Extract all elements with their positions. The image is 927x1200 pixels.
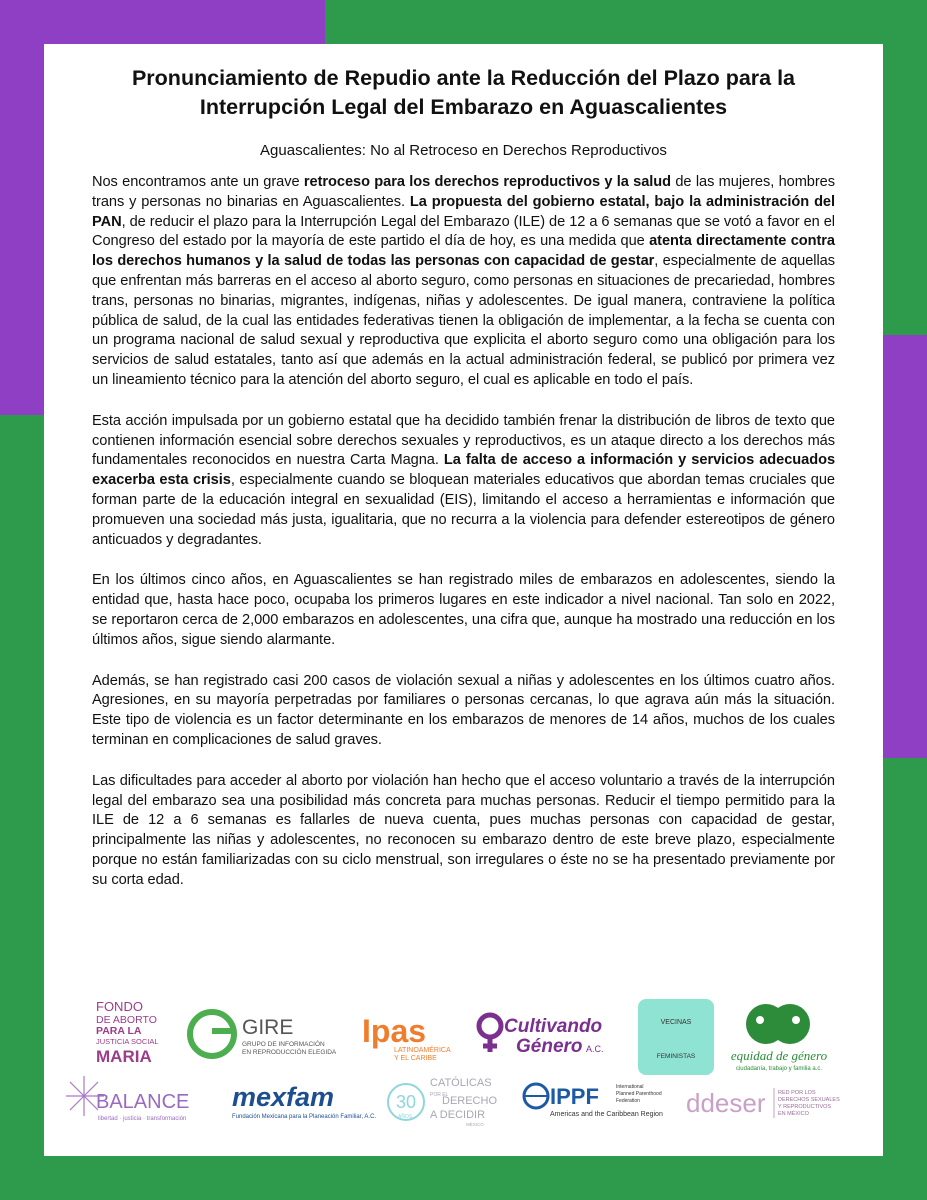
document-subtitle: Aguascalientes: No al Retroceso en Derechos Reproductivos [260, 142, 667, 159]
equidad-face-icon-right [770, 1004, 810, 1044]
catolicas-logo [386, 1074, 506, 1134]
gire-name: GIRE [242, 1016, 294, 1039]
fondo-text-1: FONDO [96, 999, 143, 1014]
equidad-tag: ciudadanía, trabajo y familia a.c. [735, 1066, 823, 1072]
gire-logo [186, 1006, 361, 1062]
title-line-2: Interrupción Legal del Embarazo en Aguascalientes [199, 95, 728, 119]
catolicas-text-5: MÉXICO [466, 1122, 484, 1127]
ippf-text-3: Federation [616, 1098, 640, 1104]
catolicas-text-3: DERECHO [442, 1095, 498, 1107]
ipas-text-1: LATINOAMÉRICA [394, 1047, 451, 1054]
cultivando-text-3: A.C. [586, 1044, 604, 1054]
document-page [44, 44, 883, 1156]
ippf-name: IPPF [550, 1084, 599, 1109]
ipas-logo [362, 1008, 452, 1064]
ddeser-text-4: EN MÉXICO [778, 1111, 809, 1117]
cultivando-text-2: Género [516, 1036, 583, 1057]
fondo-maria-logo [94, 998, 166, 1066]
paragraph-1: Nos encontramos ante un grave retroceso para los derechos reproductivos y la salud de las mujeres, hombres trans y personas no binarias en Aguascalientes. La propuesta del gobierno estatal, bajo la administración del PAN, de reducir el plazo para la Interrupción Legal del Embarazo (ILE) de 12 a 6 semanas que se votó a favor en el Congreso del estado por la mayoría de este partido el día de hoy, es una medida que atenta directamente contra los derechos humanos y la salud de todas las personas con capacidad de gestar, especialmente de aquellas que enfrentan más barreras en el acceso al aborto seguro, como personas en situaciones de precariedad, hombres trans, personas no binarias, migrantes, indígenas, niñas y adolescentes. De igual manera, contraviene la política pública de salud, de la cual las entidades federativas tienen la obligación de implementar, a la fecha se cuenta con un programa nacional de salud sexual y reproductiva que explicita el aborto seguro como una obligación para los servicios de salud estatales, tanto así que además en la actual administración federal, se publicó por primera vez un lineamiento técnico para la atención del aborto seguro, el cual es aplicable en todo el país. [92, 174, 836, 388]
ipas-name: Ipas [362, 1013, 427, 1049]
paragraph-4: Además, se han registrado casi 200 casos de violación sexual a niñas y adolescentes en los últimos cuatro años. Agresiones, en su mayoría perpetradas por familiares o personas cercanas, lo que agrava aún más la situación. Este tipo de violencia es un factor determinante en los embarazos de menores de 14 años, muchos de los cuales terminan en complicaciones de salud graves. [92, 672, 835, 748]
vecinas-feministas-logo [637, 998, 715, 1076]
cultivando-text-1: Cultivando [504, 1016, 603, 1037]
equidad-name: equidad de género [730, 1048, 828, 1063]
catolicas-num: 30 [396, 1092, 417, 1112]
ipas-text-2: Y EL CARIBE [394, 1055, 437, 1062]
vecinas-text-top: VECINAS [660, 1019, 692, 1026]
mexfam-name: mexfam [232, 1082, 335, 1112]
ippf-text-1: International [616, 1084, 644, 1090]
female-symbol-icon [479, 1015, 501, 1037]
document-title [92, 60, 835, 122]
fondo-text-2: DE ABORTO [96, 1014, 157, 1026]
paragraph-5: Las dificultades para acceder al aborto por violación han hecho que el acceso voluntario a través de la interrupción legal del embarazo sea una posibilidad más concreta para muchas personas. Reducir el tiempo permitido para la ILE de 12 a 6 semanas es fallarles de nueva cuenta, pues muchas personas con capacidad de gestar, principalmente las niñas y adolescentes, no reconocen su embarazo dentro de este breve plazo, especialmente porque no están familiarizadas con su ciclo menstrual, son irregulares o éste no se ha presentado previamente por su corta edad. [92, 772, 835, 888]
logos-strip [44, 994, 883, 1144]
ippf-text-4: Americas and the Caribbean Region [550, 1111, 663, 1118]
fondo-text-5: MARIA [96, 1047, 152, 1066]
cultivando-genero-logo [474, 1008, 624, 1058]
gire-text-2: EN REPRODUCCIÓN ELEGIDA [242, 1049, 337, 1056]
mexfam-tag: Fundación Mexicana para la Planeación Familiar, A.C. [232, 1114, 377, 1120]
catolicas-text-2: POR EL [430, 1092, 449, 1098]
balance-logo [66, 1074, 216, 1126]
catolicas-text-1: CATÓLICAS [430, 1077, 492, 1089]
catolicas-anos: AÑOS [398, 1114, 413, 1120]
equidad-genero-logo [724, 998, 834, 1078]
paragraph-3: En los últimos cinco años, en Aguascalientes se han registrado miles de embarazos en adolescentes, siendo la entidad que, hasta hace poco, ocupaba los primeros lugares en este indicador a nivel nacional. Tan solo en 2022, se reportaron cerca de 2,000 embarazos en adolescentes, una cifra que, aunque ha mostrado una reducción en los últimos años, sigue siendo alarmante. [92, 572, 835, 648]
balance-tag: libertad · justicia · transformación [98, 1116, 187, 1122]
catolicas-text-4: A DECIDIR [430, 1109, 486, 1121]
ddeser-text-3: Y REPRODUCTIVOS [778, 1104, 832, 1110]
mexfam-logo [232, 1076, 382, 1126]
ddeser-logo [686, 1082, 846, 1126]
ippf-logo [522, 1078, 672, 1126]
vecinas-text-bottom: FEMINISTAS [656, 1053, 696, 1060]
ddeser-name: ddeser [686, 1088, 766, 1118]
ippf-text-2: Planned Parenthood [616, 1091, 662, 1097]
gire-text-1: GRUPO DE INFORMACIÓN [242, 1041, 325, 1048]
ddeser-text-1: RED POR LOS [778, 1090, 816, 1096]
balance-name: BALANCE [96, 1091, 190, 1113]
ddeser-text-2: DERECHOS SEXUALES [778, 1097, 840, 1103]
fondo-text-3: PARA LA [96, 1025, 142, 1037]
title-line-1: Pronunciamiento de Repudio ante la Reducción del Plazo para la [131, 66, 796, 90]
paragraph-2: Esta acción impulsada por un gobierno estatal que ha decidido también frenar la distribución de libros de texto que contienen información esencial sobre derechos sexuales y reproductivos, es un ataque directo a los derechos más fundamentales reconocidos en nuestra Carta Magna. La falta de acceso a información y servicios adecuados exacerba esta crisis, especialmente cuando se bloquean materiales educativos que abordan temas cruciales que forman parte de la educación integral en sexualidad (EIS), limitando el acceso a herramientas e información que promueven una sociedad más justa, igualitaria, que no recurra a la violencia para defender estereotipos de género anticuados y degradantes. [92, 412, 836, 548]
fondo-text-4: JUSTICIA SOCIAL [96, 1037, 159, 1046]
